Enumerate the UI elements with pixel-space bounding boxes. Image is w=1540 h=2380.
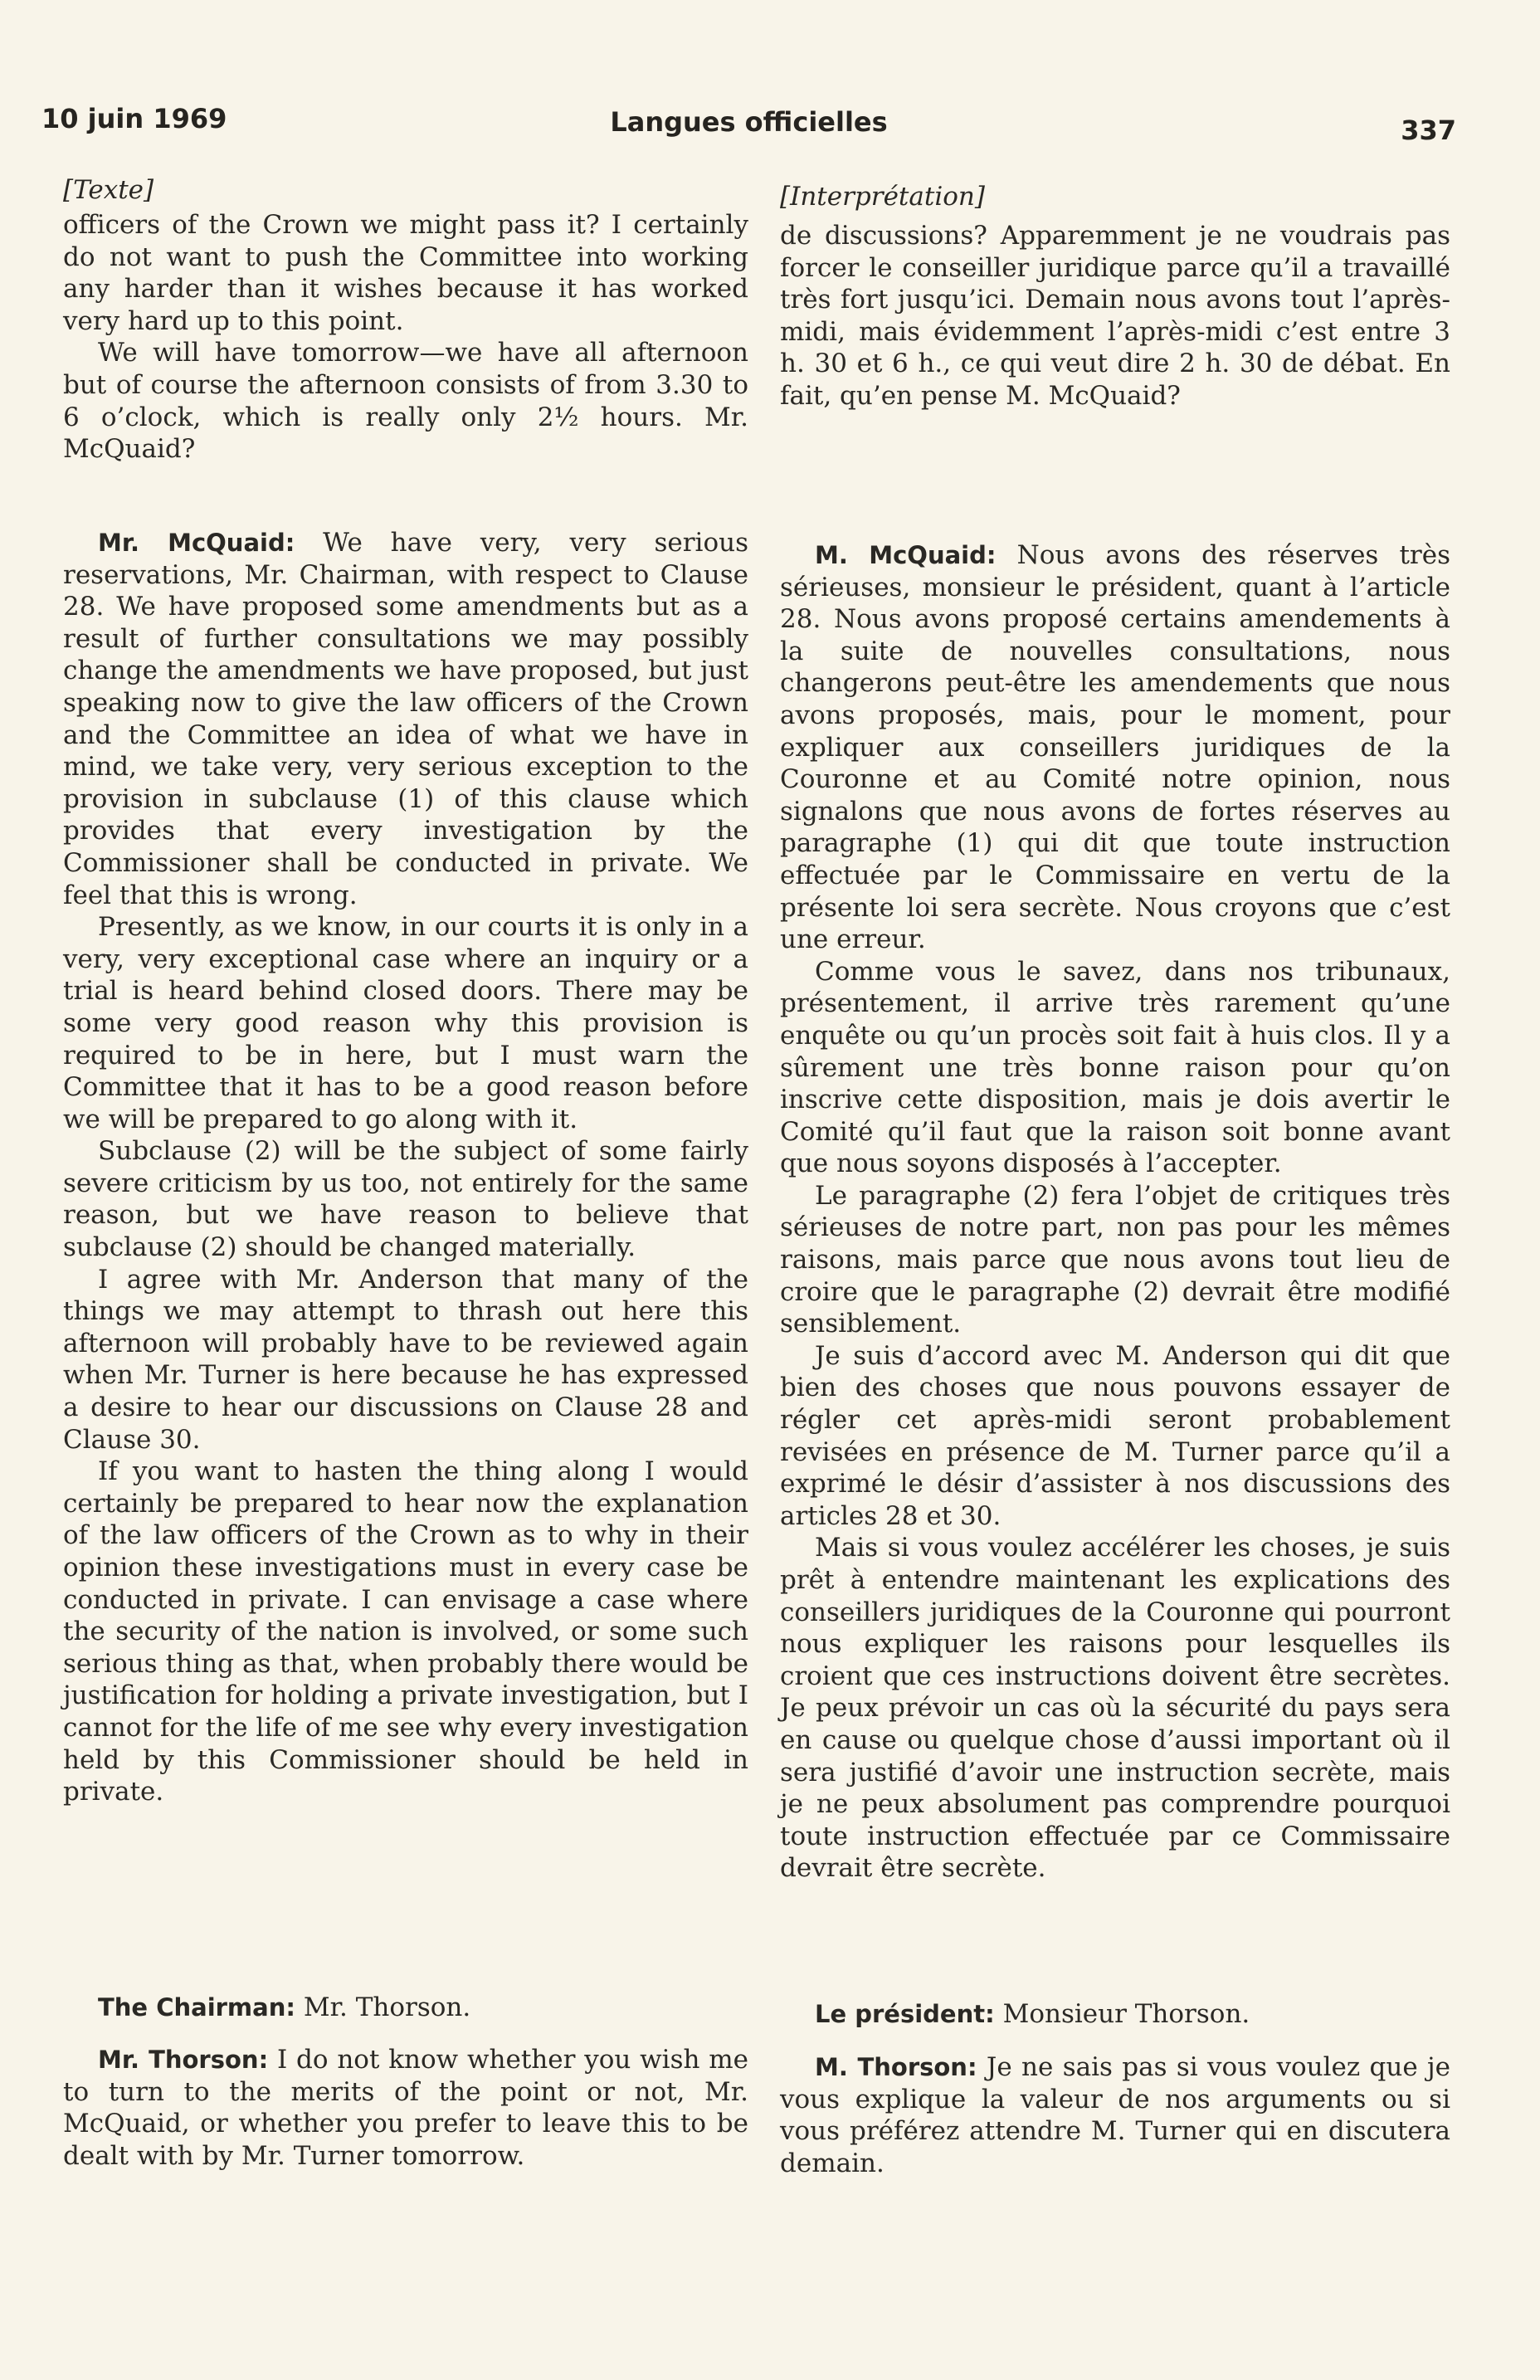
right-paragraph-text: Monsieur Thorson. xyxy=(1002,1999,1250,2029)
header-title: Langues officielles xyxy=(610,106,888,138)
left-paragraph: If you want to hasten the thing along I would certainly be prepared to hear now the explanation of the law officers of the Crown as to why in their opinion these investigations must in every case be conducted in private. I can envisage a case where the security of the nation is involved, or some such serious thing as that, when probably there would be justification for holding a private investigation, but I cannot for the life of me see why every investigation held by this Commissioner should be held in private. xyxy=(63,1456,748,1807)
speaker-name: M. McQuaid: xyxy=(815,541,997,569)
right-paragraph-text: Je ne sais pas si vous voulez que je vous explique la valeur de nos arguments ou si vous préférez attendre M. Turner qui en discutera demain. xyxy=(780,2052,1450,2178)
speaker-name: M. Thorson: xyxy=(815,2053,977,2081)
page-number: 337 xyxy=(1401,115,1456,146)
left-paragraph: I agree with Mr. Anderson that many of the things we may attempt to thrash out here this afternoon will probably have to be reviewed again when Mr. Turner is here because he has expressed a desire to hear our discussions on Clause 28 and Clause 30. xyxy=(63,1264,748,1455)
right-paragraph-text: Nous avons des réserves très sérieuses, monsieur le président, quant à l’article 28. Nous avons proposé certains amendements à la suite de nouvelles consultations, nous changerons peut-être les amendements que nous avons proposés, mais, pour le moment, pour expliquer aux conseillers juridiques de la Couronne et au Comité notre opinion, nous signalons que nous avons de fortes réserves au paragraphe (1) qui dit que toute instruction effectuée par le Commissaire en vertu de la présente loi sera secrète. Nous croyons que c’est une erreur. xyxy=(780,540,1450,955)
left-block-chairman xyxy=(63,1992,748,2024)
right-paragraph: de discussions? Apparemment je ne voudrais pas forcer le conseiller juridique parce qu’il a travaillé très fort jusqu’ici. Demain nous avons tout l’après-midi, mais évidemment l’après-midi c’est entre 3 h. 30 et 6 h., ce qui veut dire 2 h. 30 de débat. En fait, qu’en pense M. McQuaid? xyxy=(780,221,1450,411)
right-block-intro xyxy=(780,220,1450,412)
header-date: 10 juin 1969 xyxy=(41,103,227,134)
left-column-label: [Texte] xyxy=(63,175,154,205)
right-block-president xyxy=(780,1998,1450,2031)
speaker-name: Mr. Thorson: xyxy=(98,2046,269,2074)
speaker-name: Mr. McQuaid: xyxy=(98,529,295,557)
right-block-mcquaid xyxy=(780,539,1450,1885)
speaker-name: Le président: xyxy=(815,2000,995,2028)
right-paragraph: Comme vous le savez, dans nos tribunaux, présentement, il arrive très rarement qu’une enquête ou qu’un procès soit fait à huis clos. Il y a sûrement une très bonne raison pour qu’on inscrive cette disposition, mais je dois avertir le Comité qu’il faut que la raison soit bonne avant que nous soyons disposés à l’accepter. xyxy=(780,956,1450,1179)
right-paragraph: Je suis d’accord avec M. Anderson qui dit que bien des choses que nous pouvons essayer de régler cet après-midi seront probablement revisées en présence de M. Turner parce qu’il a exprimé le désir d’assister à nos discussions des articles 28 et 30. xyxy=(780,1340,1450,1531)
left-block-intro xyxy=(63,209,748,466)
left-block-mcquaid xyxy=(63,527,748,1808)
page-header xyxy=(41,90,1456,148)
right-paragraph: Le paragraphe (2) fera l’objet de critiques très sérieuses de notre part, non pas pour les mêmes raisons, mais parce que nous avons tout lieu de croire que le paragraphe (2) devrait être modifié sensiblement. xyxy=(780,1180,1450,1339)
left-paragraph-text: We have very, very serious reservations, Mr. Chairman, with respect to Clause 28. We have proposed some amendments but as a result of further consultations we may possibly change the amendments we have proposed, but just speaking now to give the law officers of the Crown and the Committee an idea of what we have in mind, we take very, very serious exception to the provision in subclause (1) of this clause which provides that every investigation by the Commissioner shall be conducted in private. We feel that this is wrong. xyxy=(63,528,748,910)
right-column-label: [Interprétation] xyxy=(780,182,985,212)
left-paragraph-text: I do not know whether you wish me to turn to the merits of the point or not, Mr. McQuaid, or whether you prefer to leave this to be dealt with by Mr. Turner tomorrow. xyxy=(63,2045,749,2171)
left-paragraph: Subclause (2) will be the subject of some fairly severe criticism by us too, not entirely for the same reason, but we have reason to believe that subclause (2) should be changed materially. xyxy=(63,1136,748,1263)
left-block-thorson xyxy=(63,2044,748,2172)
left-paragraph: We will have tomorrow—we have all afternoon but of course the afternoon consists of from 3.30 to 6 o’clock, which is really only 2½ hours. Mr. McQuaid? xyxy=(63,338,748,465)
right-block-thorson xyxy=(780,2051,1450,2179)
left-paragraph: Presently, as we know, in our courts it is only in a very, very exceptional case where an inquiry or a trial is heard behind closed doors. There may be some very good reason why this provision is required to be in here, but I must warn the Committee that it has to be a good reason before we will be prepared to go along with it. xyxy=(63,912,748,1134)
right-paragraph: Mais si vous voulez accélérer les choses, je suis prêt à entendre maintenant les explications des conseillers juridiques de la Couronne qui pourront nous expliquer les raisons pour lesquelles ils croient que ces instructions doivent être secrètes. Je peux prévoir un cas où la sécurité du pays sera en cause ou quelque chose d’aussi important où il sera justifié d’avoir une instruction secrète, mais je ne peux absolument pas comprendre pourquoi toute instruction effectuée par ce Commissaire devrait être secrète. xyxy=(780,1533,1450,1884)
left-paragraph: officers of the Crown we might pass it? I certainly do not want to push the Committee into working any harder than it wishes because it has worked very hard up to this point. xyxy=(63,210,748,336)
speaker-name: The Chairman: xyxy=(98,1993,295,2022)
left-paragraph-text: Mr. Thorson. xyxy=(303,1992,471,2022)
